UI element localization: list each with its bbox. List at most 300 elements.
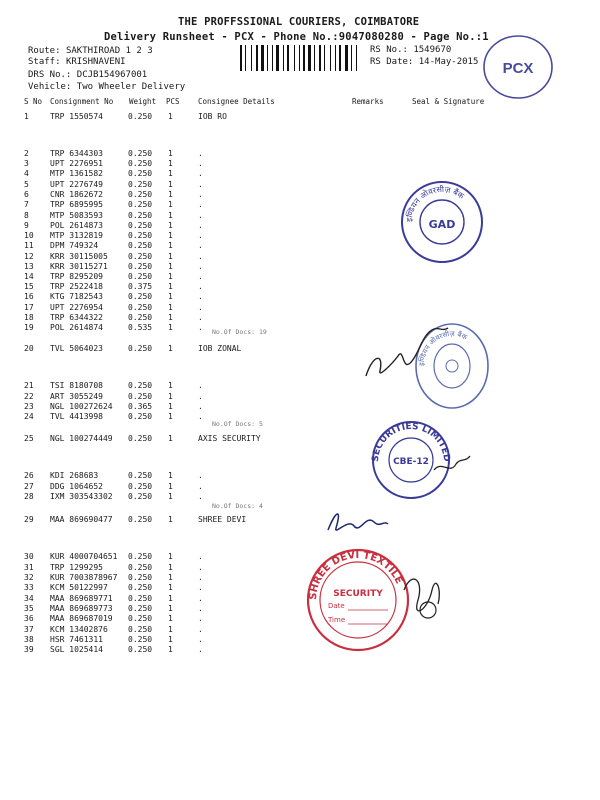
table-row: [0, 344, 600, 354]
row-pcs: 1: [168, 149, 173, 158]
barcode-bar: [314, 45, 315, 71]
col-seal-signature: Seal & Signature: [412, 97, 485, 106]
row-consignee-details: .: [198, 272, 203, 281]
row-pcs: 1: [168, 344, 173, 353]
row-consignee-details: .: [198, 552, 203, 561]
row-pcs: 1: [168, 211, 173, 220]
row-consignee-details: .: [198, 200, 203, 209]
row-weight: 0.250: [128, 303, 153, 312]
route-row: [28, 46, 153, 56]
row-sno: 12: [24, 252, 34, 261]
row-consignment-no: MTP 3132819: [50, 231, 103, 240]
table-row: [0, 635, 600, 645]
col-remarks: Remarks: [352, 97, 384, 106]
row-weight: 0.250: [128, 149, 153, 158]
row-sno: 38: [24, 635, 34, 644]
barcode-bar: [296, 45, 298, 71]
row-weight: 0.250: [128, 159, 153, 168]
textile-seal-date-label: Date: [328, 602, 345, 610]
docs-count-group2: No.Of Docs: 5: [212, 420, 263, 428]
table-row: [0, 272, 600, 282]
row-consignment-no: MAA 869690477: [50, 515, 113, 524]
row-pcs: 1: [168, 252, 173, 261]
staff-value: KRISHNAVENI: [65, 57, 126, 67]
barcode-bar: [261, 45, 264, 71]
row-consignee-details: .: [198, 262, 203, 271]
table-row: [0, 594, 600, 604]
barcode-bar: [285, 45, 286, 71]
table-row: [0, 112, 600, 122]
drs-value: DCJB154967001: [76, 70, 148, 80]
row-consignment-no: DDG 1064652: [50, 482, 103, 491]
barcode-bar: [265, 45, 266, 71]
staff-label: Staff:: [28, 57, 61, 67]
barcode-bar: [299, 45, 300, 71]
row-consignment-no: MAA 869689773: [50, 604, 113, 613]
row-consignee-details: .: [198, 594, 203, 603]
barcode-bar: [306, 45, 307, 71]
row-consignee-details: .: [198, 211, 203, 220]
row-pcs: 1: [168, 552, 173, 561]
vehicle-value: Two Wheeler Delivery: [76, 82, 186, 92]
table-row: [0, 381, 600, 391]
barcode-bar: [312, 45, 313, 71]
row-consignee-details: .: [198, 482, 203, 491]
row-consignment-no: KDI 268683: [50, 471, 99, 480]
row-sno: 6: [24, 190, 29, 199]
row-consignment-no: KUR 7003878967: [50, 573, 118, 582]
row-pcs: 1: [168, 563, 173, 572]
row-consignee-details: .: [198, 412, 203, 421]
barcode-bar: [247, 45, 250, 71]
row-consignment-no: DPM 749324: [50, 241, 99, 250]
row-consignment-no: TRP 2522418: [50, 282, 103, 291]
row-pcs: 1: [168, 241, 173, 250]
row-weight: 0.250: [128, 594, 153, 603]
barcode-bar: [290, 45, 293, 71]
row-weight: 0.250: [128, 492, 153, 501]
barcode-bar: [303, 45, 305, 71]
row-pcs: 1: [168, 272, 173, 281]
row-pcs: 1: [168, 292, 173, 301]
row-pcs: 1: [168, 482, 173, 491]
row-pcs: 1: [168, 492, 173, 501]
row-consignment-no: TSI 8180708: [50, 381, 103, 390]
row-weight: 0.250: [128, 190, 153, 199]
row-consignment-no: UPT 2276954: [50, 303, 103, 312]
row-weight: 0.250: [128, 262, 153, 271]
rs-date: RS Date: 14-May-2015: [370, 57, 479, 67]
row-consignment-no: TRP 6344303: [50, 149, 103, 158]
row-consignment-no: POL 2614873: [50, 221, 103, 230]
row-consignment-no: TRP 1299295: [50, 563, 103, 572]
row-consignment-no: SGL 1025414: [50, 645, 103, 654]
row-sno: 29: [24, 515, 34, 524]
row-consignee-details: .: [198, 402, 203, 411]
row-weight: 0.250: [128, 180, 153, 189]
row-consignee-details: .: [198, 190, 203, 199]
barcode-bar: [272, 45, 273, 71]
row-consignment-no: HSR 7461311: [50, 635, 103, 644]
row-consignee-details: .: [198, 221, 203, 230]
barcode-bar: [316, 45, 318, 71]
row-consignment-no: MTP 1361582: [50, 169, 103, 178]
barcode-bar: [339, 45, 341, 71]
row-consignee-details: .: [198, 635, 203, 644]
barcode-bar: [308, 45, 311, 71]
barcode: [240, 45, 365, 71]
table-row: [0, 323, 600, 333]
drs-label: DRS No.:: [28, 70, 72, 80]
row-sno: 1: [24, 112, 29, 121]
col-consignment: Consignment No: [50, 97, 114, 106]
row-weight: 0.250: [128, 272, 153, 281]
row-weight: 0.250: [128, 515, 153, 524]
row-pcs: 1: [168, 262, 173, 271]
row-consignee-details: .: [198, 614, 203, 623]
table-row: [0, 252, 600, 262]
drs-row: [28, 70, 147, 80]
row-pcs: 1: [168, 645, 173, 654]
row-weight: 0.250: [128, 552, 153, 561]
row-sno: 25: [24, 434, 34, 443]
barcode-bar: [356, 45, 357, 71]
row-sno: 7: [24, 200, 29, 209]
row-consignment-no: ART 3055249: [50, 392, 103, 401]
row-weight: 0.250: [128, 482, 153, 491]
row-consignee-details: .: [198, 323, 203, 332]
bank-seal-ring-text: इण्डियन ओवरसीज़ बैंक: [404, 184, 466, 223]
docs-count-group3: No.Of Docs: 4: [212, 502, 263, 510]
row-pcs: 1: [168, 313, 173, 322]
table-row: [0, 392, 600, 402]
row-consignee-details: SHREE DEVI: [198, 515, 247, 524]
bank-seal-center-text: GAD: [428, 218, 456, 231]
row-consignee-details: .: [198, 604, 203, 613]
row-consignee-details: .: [198, 159, 203, 168]
barcode-bar: [353, 45, 355, 71]
row-weight: 0.250: [128, 392, 153, 401]
table-row: [0, 552, 600, 562]
barcode-bar: [319, 45, 321, 71]
barcode-bar: [267, 45, 268, 71]
row-pcs: 1: [168, 381, 173, 390]
row-weight: 0.250: [128, 573, 153, 582]
barcode-bar: [322, 45, 323, 71]
row-sno: 10: [24, 231, 34, 240]
row-consignment-no: TVL 4413998: [50, 412, 103, 421]
row-sno: 36: [24, 614, 34, 623]
row-consignee-details: .: [198, 241, 203, 250]
table-row: [0, 471, 600, 481]
row-sno: 11: [24, 241, 34, 250]
row-weight: 0.250: [128, 313, 153, 322]
col-consignee: Consignee Details: [198, 97, 275, 106]
row-pcs: 1: [168, 594, 173, 603]
row-pcs: 1: [168, 190, 173, 199]
barcode-bar: [283, 45, 284, 71]
row-pcs: 1: [168, 604, 173, 613]
table-row: [0, 604, 600, 614]
row-sno: 5: [24, 180, 29, 189]
row-sno: 3: [24, 159, 29, 168]
row-weight: 0.250: [128, 412, 153, 421]
barcode-bar: [294, 45, 295, 71]
row-sno: 37: [24, 625, 34, 634]
barcode-bar: [243, 45, 244, 71]
barcode-bar: [342, 45, 344, 71]
row-pcs: 1: [168, 231, 173, 240]
row-weight: 0.250: [128, 635, 153, 644]
barcode-bar: [330, 45, 331, 71]
row-consignment-no: TRP 6344322: [50, 313, 103, 322]
row-weight: 0.250: [128, 344, 153, 353]
table-row: [0, 583, 600, 593]
barcode-bar: [259, 45, 260, 71]
securities-seal-ring-text: SECURITIES LIMITED: [370, 421, 452, 463]
table-row: [0, 190, 600, 200]
barcode-bar: [280, 45, 282, 71]
row-consignment-no: KRR 30115271: [50, 262, 108, 271]
row-pcs: 1: [168, 169, 173, 178]
row-pcs: 1: [168, 402, 173, 411]
barcode-bar: [240, 45, 242, 71]
row-pcs: 1: [168, 583, 173, 592]
row-weight: 0.250: [128, 241, 153, 250]
row-consignment-no: MTP 5083593: [50, 211, 103, 220]
row-consignee-details: .: [198, 492, 203, 501]
row-pcs: 1: [168, 635, 173, 644]
row-sno: 8: [24, 211, 29, 220]
row-consignment-no: KUR 4000704651: [50, 552, 118, 561]
row-weight: 0.250: [128, 434, 153, 443]
table-row: [0, 241, 600, 251]
barcode-bar: [301, 45, 302, 71]
table-row: [0, 231, 600, 241]
row-consignee-details: .: [198, 149, 203, 158]
table-row: [0, 402, 600, 412]
row-weight: 0.250: [128, 381, 153, 390]
signature-row29: [322, 500, 392, 542]
signature-textile: [398, 560, 448, 630]
table-row: [0, 169, 600, 179]
row-pcs: 1: [168, 392, 173, 401]
row-consignment-no: TRP 6895995: [50, 200, 103, 209]
row-consignee-details: .: [198, 180, 203, 189]
textile-seal-time-label: Time: [328, 616, 346, 624]
barcode-bar: [345, 45, 348, 71]
row-weight: 0.250: [128, 112, 153, 121]
row-weight: 0.250: [128, 614, 153, 623]
table-row: [0, 313, 600, 323]
row-weight: 0.250: [128, 221, 153, 230]
row-consignee-details: IOB RO: [198, 112, 227, 121]
row-pcs: 1: [168, 221, 173, 230]
row-sno: 32: [24, 573, 34, 582]
textile-seal-ring-text: SHREE DEVI TEXTILE: [307, 549, 405, 601]
row-pcs: 1: [168, 303, 173, 312]
row-sno: 27: [24, 482, 34, 491]
table-row: [0, 434, 600, 444]
table-row: [0, 282, 600, 292]
row-weight: 0.250: [128, 211, 153, 220]
row-sno: 18: [24, 313, 34, 322]
barcode-bar: [253, 45, 255, 71]
table-row: [0, 614, 600, 624]
row-pcs: 1: [168, 323, 173, 332]
table-row: [0, 645, 600, 655]
row-pcs: 1: [168, 625, 173, 634]
row-consignee-details: .: [198, 471, 203, 480]
row-consignee-details: .: [198, 583, 203, 592]
row-pcs: 1: [168, 614, 173, 623]
row-pcs: 1: [168, 434, 173, 443]
row-consignee-details: .: [198, 282, 203, 291]
row-pcs: 1: [168, 412, 173, 421]
table-row: [0, 159, 600, 169]
row-sno: 4: [24, 169, 29, 178]
row-consignment-no: IXM 303543302: [50, 492, 113, 501]
barcode-bar: [245, 45, 246, 71]
docs-count-group1: No.Of Docs: 19: [212, 328, 267, 336]
row-sno: 30: [24, 552, 34, 561]
table-row: [0, 211, 600, 221]
row-pcs: 1: [168, 200, 173, 209]
table-row: [0, 515, 600, 525]
row-consignment-no: KCM 13402876: [50, 625, 108, 634]
table-row: [0, 573, 600, 583]
rs-number: RS No.: 1549670: [370, 45, 452, 55]
table-row: [0, 412, 600, 422]
textile-seal-center-text: SECURITY: [333, 589, 383, 599]
row-consignment-no: NGL 100272624: [50, 402, 113, 411]
row-consignee-details: .: [198, 231, 203, 240]
col-sno: S No: [24, 97, 43, 106]
barcode-bar: [274, 45, 275, 71]
row-pcs: 1: [168, 282, 173, 291]
row-consignment-no: KTG 7182543: [50, 292, 103, 301]
signature-row25: [432, 450, 472, 480]
row-consignee-details: .: [198, 313, 203, 322]
row-weight: 0.250: [128, 625, 153, 634]
company-name: THE PROFFSSIONAL COURIERS, COIMBATORE: [178, 16, 420, 28]
row-weight: 0.535: [128, 323, 153, 332]
row-weight: 0.250: [128, 645, 153, 654]
row-sno: 20: [24, 344, 34, 353]
signature-row20: [362, 316, 452, 386]
row-consignment-no: NGL 100274449: [50, 434, 113, 443]
staff-row: [28, 57, 126, 67]
row-weight: 0.365: [128, 402, 153, 411]
table-row: [0, 262, 600, 272]
row-sno: 26: [24, 471, 34, 480]
row-consignment-no: UPT 2276749: [50, 180, 103, 189]
row-consignment-no: UPT 2276951: [50, 159, 103, 168]
row-weight: 0.250: [128, 471, 153, 480]
row-consignment-no: MAA 869689771: [50, 594, 113, 603]
row-weight: 0.250: [128, 169, 153, 178]
row-weight: 0.250: [128, 252, 153, 261]
row-consignment-no: TRP 1550574: [50, 112, 103, 121]
row-sno: 33: [24, 583, 34, 592]
barcode-bar: [337, 45, 338, 71]
row-weight: 0.250: [128, 583, 153, 592]
barcode-bar: [324, 45, 325, 71]
runsheet-title: Delivery Runsheet - PCX - Phone No.:9047080280 - Page No.:1: [104, 31, 489, 43]
row-sno: 31: [24, 563, 34, 572]
table-row: [0, 563, 600, 573]
zonal-seal-ring-text: इण्डियन ओवरसीज़ बैंक: [417, 329, 469, 367]
row-pcs: 1: [168, 159, 173, 168]
row-sno: 21: [24, 381, 34, 390]
securities-seal-center-text: CBE-12: [393, 457, 429, 467]
row-sno: 24: [24, 412, 34, 421]
row-sno: 35: [24, 604, 34, 613]
row-sno: 9: [24, 221, 29, 230]
table-row: [0, 149, 600, 159]
row-weight: 0.250: [128, 604, 153, 613]
row-sno: 16: [24, 292, 34, 301]
table-row: [0, 292, 600, 302]
row-weight: 0.250: [128, 231, 153, 240]
row-consignee-details: .: [198, 303, 203, 312]
vehicle-row: [28, 82, 185, 92]
row-consignment-no: MAA 869687019: [50, 614, 113, 623]
col-pcs: PCS: [166, 97, 180, 106]
row-sno: 39: [24, 645, 34, 654]
row-sno: 17: [24, 303, 34, 312]
row-sno: 23: [24, 402, 34, 411]
row-weight: 0.250: [128, 563, 153, 572]
barcode-bar: [287, 45, 289, 71]
bank-seal-stamp: [396, 176, 488, 268]
table-row: [0, 482, 600, 492]
row-consignment-no: TRP 8295209: [50, 272, 103, 281]
table-row: [0, 221, 600, 231]
row-consignment-no: TVL 5064023: [50, 344, 103, 353]
table-row: [0, 303, 600, 313]
barcode-bar: [326, 45, 329, 71]
route-value: SAKTHIROAD 1 2 3: [65, 46, 153, 56]
barcode-bar: [251, 45, 252, 71]
barcode-bar: [269, 45, 271, 71]
pcx-stamp-text: PCX: [502, 60, 534, 77]
barcode-bar: [351, 45, 352, 71]
row-pcs: 1: [168, 515, 173, 524]
row-sno: 14: [24, 272, 34, 281]
row-weight: 0.250: [128, 292, 153, 301]
row-consignment-no: KRR 30115005: [50, 252, 108, 261]
row-sno: 15: [24, 282, 34, 291]
row-consignment-no: CNR 1862672: [50, 190, 103, 199]
row-consignee-details: .: [198, 573, 203, 582]
pcx-stamp: [478, 30, 558, 104]
row-pcs: 1: [168, 573, 173, 582]
table-row: [0, 200, 600, 210]
row-consignment-no: KCM 50122997: [50, 583, 108, 592]
row-consignee-details: .: [198, 645, 203, 654]
row-consignee-details: .: [198, 169, 203, 178]
row-consignee-details: .: [198, 252, 203, 261]
row-sno: 13: [24, 262, 34, 271]
route-label: Route:: [28, 46, 61, 56]
row-sno: 28: [24, 492, 34, 501]
row-pcs: 1: [168, 180, 173, 189]
col-weight: Weight: [129, 97, 157, 106]
row-consignee-details: .: [198, 292, 203, 301]
barcode-bar: [256, 45, 258, 71]
row-consignee-details: .: [198, 563, 203, 572]
